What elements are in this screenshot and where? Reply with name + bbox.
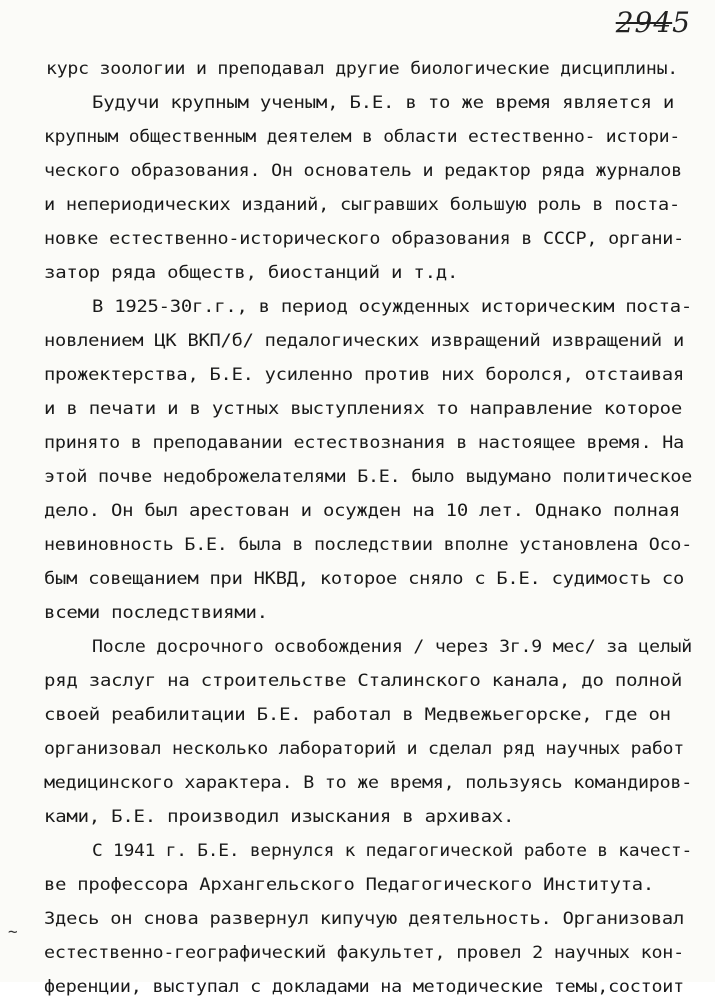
text-line: После досрочного освобождения / через 3г.9 мес/ за целый xyxy=(92,637,692,656)
text-line: С 1941 г. Б.Е. вернулся к педагогической работе в качест- xyxy=(92,841,692,860)
text-line: своей реабилитации Б.Е. работал в Медвежьегорске, где он xyxy=(44,705,671,724)
current-page-number: 5 xyxy=(672,6,691,39)
text-line: этой почве недоброжелателями Б.Е. было выдумано политическое xyxy=(44,467,692,486)
text-line: невиновность Б.Е. была в последствии вполне установлена Осо- xyxy=(44,535,692,554)
text-line: дело. Он был арестован и осужден на 10 лет. Однако полная xyxy=(44,501,680,520)
text-line: новлением ЦК ВКП/б/ педалогических извращений извращений и xyxy=(44,331,684,350)
margin-mark: ~ xyxy=(8,922,18,941)
text-line: ряд заслуг на строительстве Сталинского канала, до полной xyxy=(44,671,683,690)
text-line: ками, Б.Е. производил изыскания в архивах. xyxy=(44,807,515,826)
text-line: медицинского характера. В то же время, пользуясь командиров- xyxy=(44,773,692,792)
text-line: и в печати и в устных выступлениях то направление которое xyxy=(44,399,683,418)
text-line: организовал несколько лабораторий и сделал ряд научных работ xyxy=(44,739,684,758)
text-line: ференции, выступал с докладами на методические темы,состоит xyxy=(44,977,684,996)
text-line: В 1925-30г.г., в период осужденных историческим поста- xyxy=(92,297,692,316)
text-line: Здесь он снова развернул кипучую деятельность. Организовал xyxy=(44,909,684,928)
page-number xyxy=(616,6,691,39)
text-line: новке естественно-исторического образования в СССР, органи- xyxy=(44,229,684,248)
text-line: курс зоологии и преподавал другие биологические дисциплины. xyxy=(46,59,678,78)
text-line: ческого образования. Он основатель и редактор ряда журналов xyxy=(44,161,682,180)
text-line: прожектерства, Б.Е. усиленно против них боролся, отстаивая xyxy=(44,365,684,384)
text-line: Будучи крупным ученым, Б.Е. в то же время является и xyxy=(92,93,675,112)
text-line: естественно-географический факультет, провел 2 научных кон- xyxy=(44,943,684,962)
struck-page-number: 294 xyxy=(615,6,673,39)
text-line: всеми последствиями. xyxy=(44,603,268,622)
text-line: ве профессора Архангельского Педагогического Института. xyxy=(44,875,654,894)
document-body xyxy=(0,52,715,1004)
text-line: затор ряда обществ, биостанций и т.д. xyxy=(44,263,459,282)
text-line: крупным общественным деятелем в области естественно- истори- xyxy=(44,127,680,146)
text-line: бым совещанием при НКВД, которое сняло с Б.Е. судимость со xyxy=(44,569,684,588)
text-line: и непериодических изданий, сыгравших большую роль в поста- xyxy=(44,195,680,214)
text-line: принято в преподавании естествознания в настоящее время. На xyxy=(44,433,684,452)
